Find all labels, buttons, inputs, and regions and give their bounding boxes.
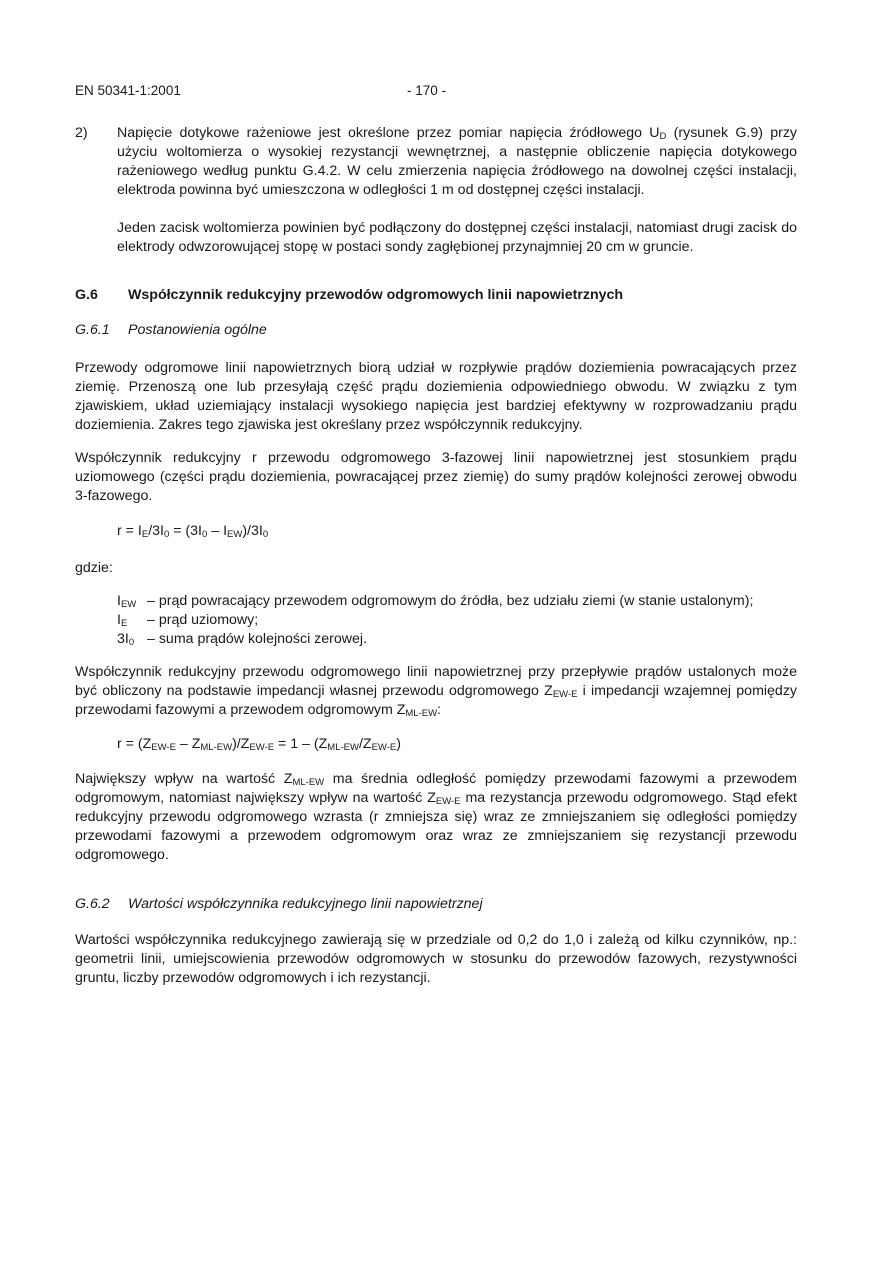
item-number: 2)	[75, 125, 88, 141]
formula-reduction-factor-impedance: $r = (Z_{EW-E} - Z_{ML-EW})/Z_{EW-E} = 1 - (Z_{ML-EW}/Z_{EW-E})$	[117, 736, 401, 753]
subsection-heading-1	[75, 321, 267, 340]
item-paragraph-2: Jeden zacisk woltomierza powinien być podłączony do dostępnej części instalacji, natomiast drugi zacisk do elektrody odwzorowującej stopę w postaci sondy zagłębionej przynajmniej 20 cm w gruncie.	[117, 220, 797, 255]
formula-reduction-factor-currents: $r = I_E/3I_0 = (3I_0 - I_{EW})/3I_0$	[117, 523, 269, 540]
where-label: gdzie:	[75, 560, 113, 576]
definition-row: $3I_0$ – suma prądów kolejności zerowej.	[117, 631, 368, 648]
paragraph-reduction-factor-definition: Współczynnik redukcyjny r przewodu odgromowego 3-fazowej linii napowietrznej jest stosunkiem prądu uziomowego (części prądu doziemienia, powracającej przez ziemię) do sumy prądów kolejności zerowej obwodu 3-fazowego.	[75, 450, 797, 504]
section-number: G.6	[75, 287, 98, 303]
standard-number: EN 50341-1:2001	[75, 83, 181, 98]
paragraph-influence: Największy wpływ na wartość $Z_{ML-EW}$ ma średnia odległość pomiędzy przewodami fazowymi a przewodem odgromowym, natomiast największy wpływ na wartość $Z_{EW-E}$ ma rezystancja przewodu odgromowego. Stąd efekt redukcyjny przewodu odgromowego wzrasta (r zmniejsza się) wraz ze zmniejszaniem się odległości pomiędzy przewodami fazowymi a przewodem odgromowym oraz wraz ze zmniejszaniem się rezystancji przewodu odgromowego.	[75, 771, 797, 863]
subsection-number: G.6.2	[75, 896, 110, 912]
subsection-heading-2	[75, 895, 483, 914]
section-title: Współczynnik redukcyjny przewodów odgromowych linii napowietrznych	[128, 287, 624, 303]
definition-row: $I_E$ – prąd uziomowy;	[117, 612, 259, 629]
symbol-definitions	[117, 592, 753, 649]
item-paragraph-1: Napięcie dotykowe rażeniowe jest określone przez pomiar napięcia źródłowego $U_D$ (rysunek G.9) przy użyciu woltomierza o wysokiej rezystancji wewnętrznej, a następnie obliczenie napięcia dotykowego rażeniowego według punktu G.4.2. W celu zmierzenia napięcia źródłowego na dowolnej części instalacji, elektroda powinna być umieszczona w odległości 1 m od dostępnej części instalacji.	[117, 125, 798, 198]
subsection-title: Wartości współczynnika redukcyjnego linii napowietrznej	[128, 896, 483, 912]
definition-row: $I_{EW}$ – prąd powracający przewodem odgromowym do źródła, bez udziału ziemi (w stanie ustalonym);	[117, 593, 754, 610]
page-header	[75, 81, 795, 101]
paragraph-reduction-values: Wartości współczynnika redukcyjnego zawierają się w przedziale od 0,2 do 1,0 i zależą od kilku czynników, np.: geometrii linii, umiejscowienia przewodów odgromowych w stosunku do przewodów fazowych, rezystywności gruntu, liczby przewodów odgromowych i ich rezystancji.	[75, 932, 797, 986]
numbered-item-2	[75, 124, 797, 257]
page-number: - 170 -	[407, 83, 447, 98]
subsection-title: Postanowienia ogólne	[128, 322, 267, 338]
paragraph-shield-wires: Przewody odgromowe linii napowietrznych biorą udział w rozpływie prądów doziemienia powracających przez ziemię. Przenoszą one lub przesyłają część prądu doziemienia odpowiedniego obwodu. W związku z tym zjawiskiem, układ uziemiający instalacji wysokiego napięcia jest bardziej efektywny w rozprowadzaniu prądu doziemienia. Zakres tego zjawiska jest określany przez współczynnik redukcyjny.	[75, 360, 797, 433]
subsection-number: G.6.1	[75, 322, 110, 338]
paragraph-impedance: Współczynnik redukcyjny przewodu odgromowego linii napowietrznej przy przepływie prądów ustalonych może być obliczony na podstawie impedancji własnej przewodu odgromowego $Z_{EW-E}$ i impedancji wzajemnej pomiędzy przewodami fazowymi a przewodem odgromowym $Z_{ML-EW}$:	[75, 664, 798, 719]
